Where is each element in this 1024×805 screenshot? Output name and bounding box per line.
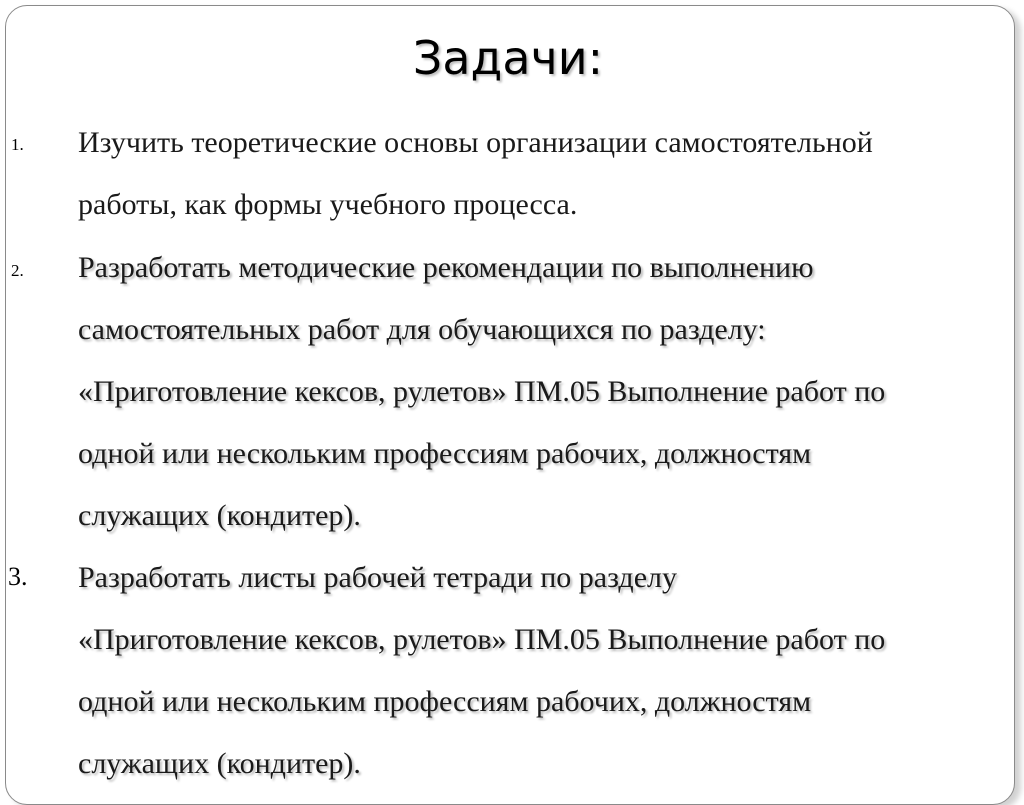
task-2-line-4: одной или нескольким профессиям рабочих, должностям xyxy=(78,437,812,470)
task-2-line-5: служащих (кондитер). xyxy=(78,499,361,532)
task-1-number: 1. xyxy=(11,135,24,154)
task-3-number: 3. xyxy=(8,562,28,591)
task-3-line-1: Разработать листы рабочей тетради по разделу xyxy=(78,561,677,594)
task-3-line-4: служащих (кондитер). xyxy=(78,747,361,780)
task-2-line-3: «Приготовление кексов, рулетов» ПМ.05 Выполнение работ по xyxy=(78,375,886,408)
task-3-line-3: одной или нескольким профессиям рабочих, должностям xyxy=(78,685,812,718)
task-3-line-2: «Приготовление кексов, рулетов» ПМ.05 Выполнение работ по xyxy=(78,623,886,656)
slide-title: Задачи: xyxy=(412,31,604,85)
task-2-line-1: Разработать методические рекомендации по выполнению xyxy=(78,251,814,284)
task-2-line-2: самостоятельных работ для обучающихся по разделу: xyxy=(78,313,766,346)
task-1-line-1: Изучить теоретические основы организации самостоятельной xyxy=(78,126,873,159)
task-2-number: 2. xyxy=(11,261,24,280)
task-1-line-2: работы, как формы учебного процесса. xyxy=(78,188,578,221)
